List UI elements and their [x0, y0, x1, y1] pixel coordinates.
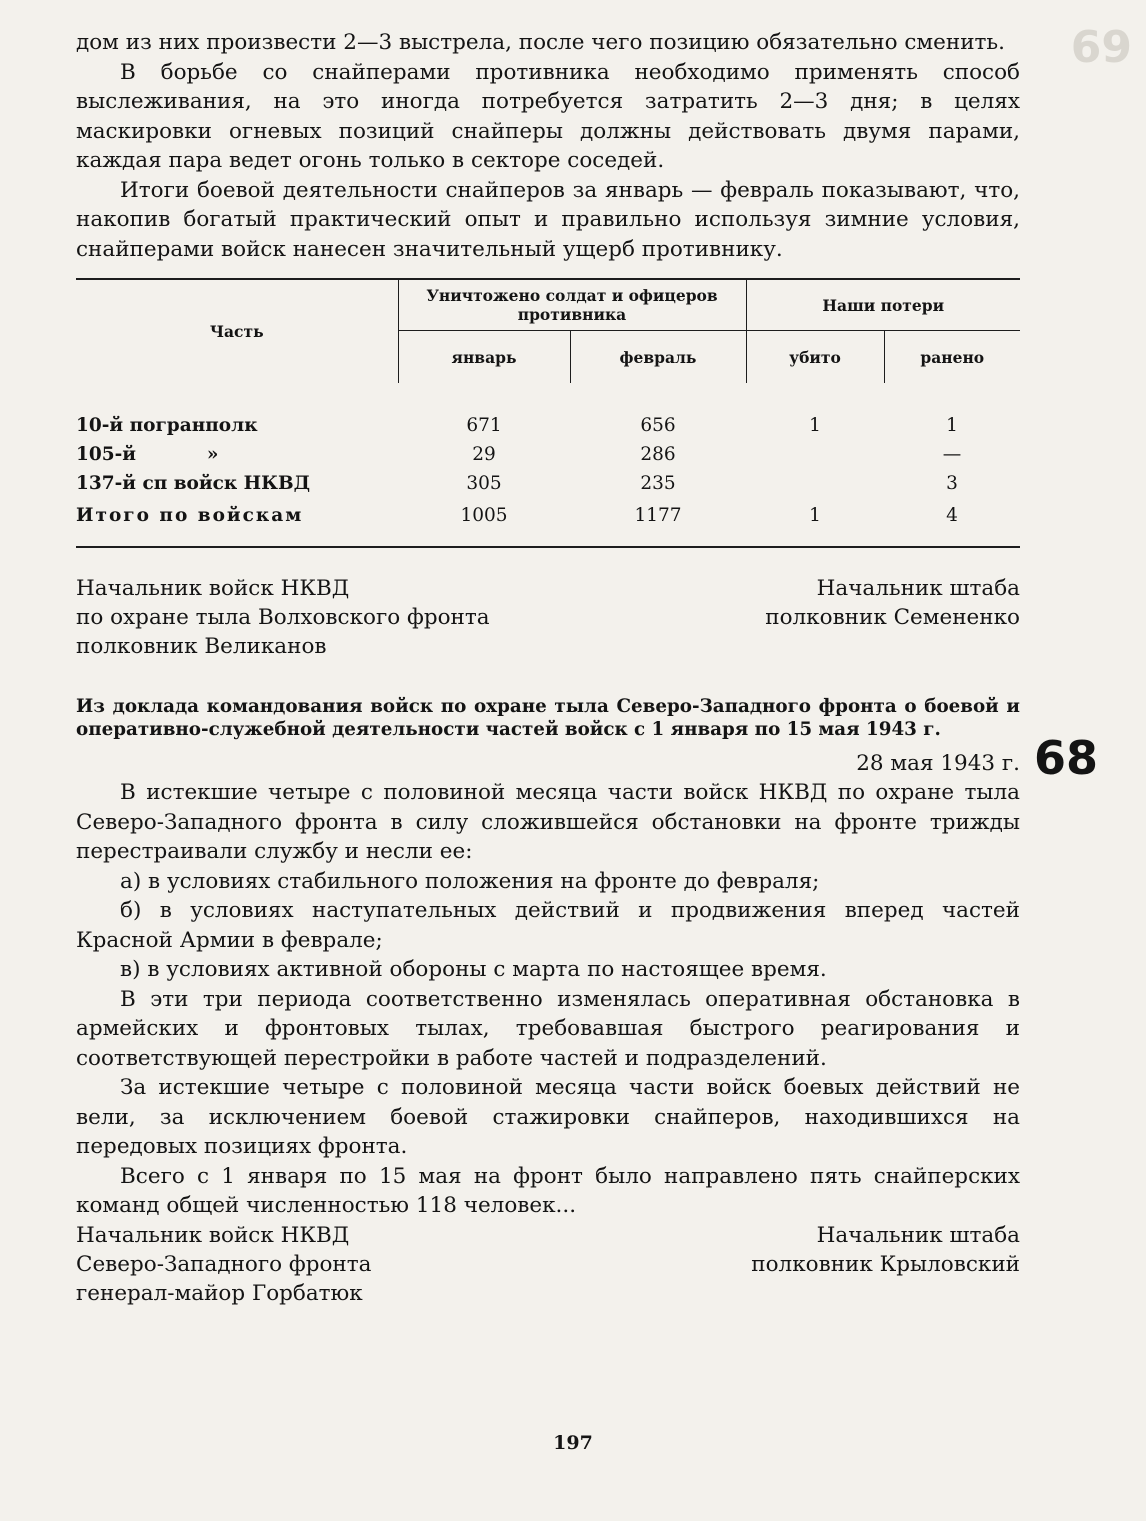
cell-wounded: 4: [946, 504, 958, 526]
signature-line: полковник Великанов: [76, 634, 327, 659]
cell-wounded: 3: [946, 473, 958, 494]
paragraph: За истекшие четыре с половиной месяца части войск боевых действий не вели, за исключением боевой стажировки снайперов, находившихся на передовых позициях фронта.: [76, 1075, 1020, 1159]
cell-february: 656: [640, 415, 676, 436]
table-row: [76, 469, 1020, 498]
cell-killed: 1: [809, 504, 821, 526]
cell-february: 1177: [634, 504, 682, 526]
cell-killed: [746, 469, 884, 498]
cell-killed: 1: [809, 415, 821, 436]
page-number: 197: [553, 1432, 593, 1454]
list-item: в) в условиях активной обороны с марта по настоящее время.: [120, 957, 827, 982]
signature-line: Северо-Западного фронта: [76, 1251, 372, 1277]
signature-left: [76, 574, 490, 661]
paragraph: дом из них произвести 2—3 выстрела, после чего позицию обязательно сменить.: [76, 30, 1005, 55]
cell-unit: 137-й сп войск НКВД: [76, 473, 311, 494]
header-destroyed: Уничтожено солдат и офицеров противника: [398, 279, 746, 331]
signature-line: Начальник войск НКВД: [76, 576, 350, 601]
cell-unit: 10-й погранполк: [76, 415, 258, 436]
page-body: [76, 28, 1098, 1308]
signature-block: [76, 574, 1020, 661]
cell-february: 286: [640, 444, 676, 465]
sniper-results-table: [76, 278, 1020, 548]
signature-line: Начальник войск НКВД: [76, 1222, 350, 1248]
signature-left: [76, 1221, 371, 1308]
signature-line: генерал-майор Горбатюк: [76, 1280, 363, 1306]
header-wounded: ранено: [884, 331, 1020, 384]
cell-january: 1005: [460, 504, 508, 526]
paragraph: Всего с 1 января по 15 мая на фронт было направлено пять снайперских команд общей численностью 118 человек...: [76, 1163, 1020, 1218]
cell-wounded: —: [942, 444, 962, 465]
cell-unit: 105-й »: [76, 444, 219, 465]
signature-right: [751, 1221, 1020, 1308]
header-january: январь: [398, 331, 570, 384]
signature-line: Начальник штаба: [816, 576, 1020, 601]
cell-january: 671: [466, 415, 502, 436]
table-row: [76, 411, 1020, 440]
header-losses: Наши потери: [746, 279, 1020, 331]
header-unit: Часть: [76, 279, 398, 383]
paragraph: В истекшие четыре с половиной месяца части войск НКВД по охране тыла Северо-Западного фронта в силу сложившейся обстановки на фронте трижды перестраивали службу и несли ее:: [76, 780, 1020, 864]
table-row: [76, 440, 1020, 469]
cell-unit: Итого по войскам: [76, 504, 304, 526]
cell-wounded: 1: [946, 415, 958, 436]
table-total-row: [76, 498, 1020, 532]
document-date: 28 мая 1943 г.: [856, 751, 1020, 776]
cell-january: 305: [466, 473, 502, 494]
list-item: а) в условиях стабильного положения на фронте до февраля;: [120, 868, 820, 894]
signature-line: полковник Семененко: [765, 605, 1020, 630]
cell-february: 235: [640, 473, 676, 494]
cell-january: 29: [472, 444, 496, 465]
signature-line: по охране тыла Волховского фронта: [76, 605, 490, 630]
header-killed: убито: [746, 331, 884, 384]
bleed-through-page-number: 69: [1070, 22, 1132, 73]
signature-line: Начальник штаба: [816, 1222, 1020, 1248]
paragraph: Итоги боевой деятельности снайперов за январь — февраль показывают, что, накопив богатый практический опыт и правильно используя зимние условия, снайперами войск нанесен значительный ущерб противнику.: [76, 177, 1020, 262]
document-number: 68: [1033, 731, 1098, 785]
signature-line: полковник Крыловский: [751, 1251, 1020, 1277]
list-item: б) в условиях наступательных действий и продвижения вперед частей Красной Армии в феврале;: [76, 898, 1020, 953]
paragraph: В борьбе со снайперами противника необходимо применять способ выслеживания, на это иногда потребуется затратить 2—3 дня; в целях маскировки огневых позиций снайперы должны действовать двумя парами, каждая пара ведет огонь только в секторе соседей.: [76, 59, 1020, 173]
header-february: февраль: [570, 331, 746, 384]
document-title: Из доклада командования войск по охране тыла Северо-Западного фронта о боевой и оперативно-служебной деятельности частей войск с 1 января по 15 мая 1943 г.: [76, 696, 1020, 740]
signature-block: [76, 1221, 1020, 1308]
cell-killed: [746, 440, 884, 469]
signature-right: [765, 574, 1020, 661]
paragraph: В эти три периода соответственно изменялась оперативная обстановка в армейских и фронтовых тылах, требовавшая быстрого реагирования и соответствующей перестройки в работе частей и подразделений.: [76, 986, 1020, 1071]
